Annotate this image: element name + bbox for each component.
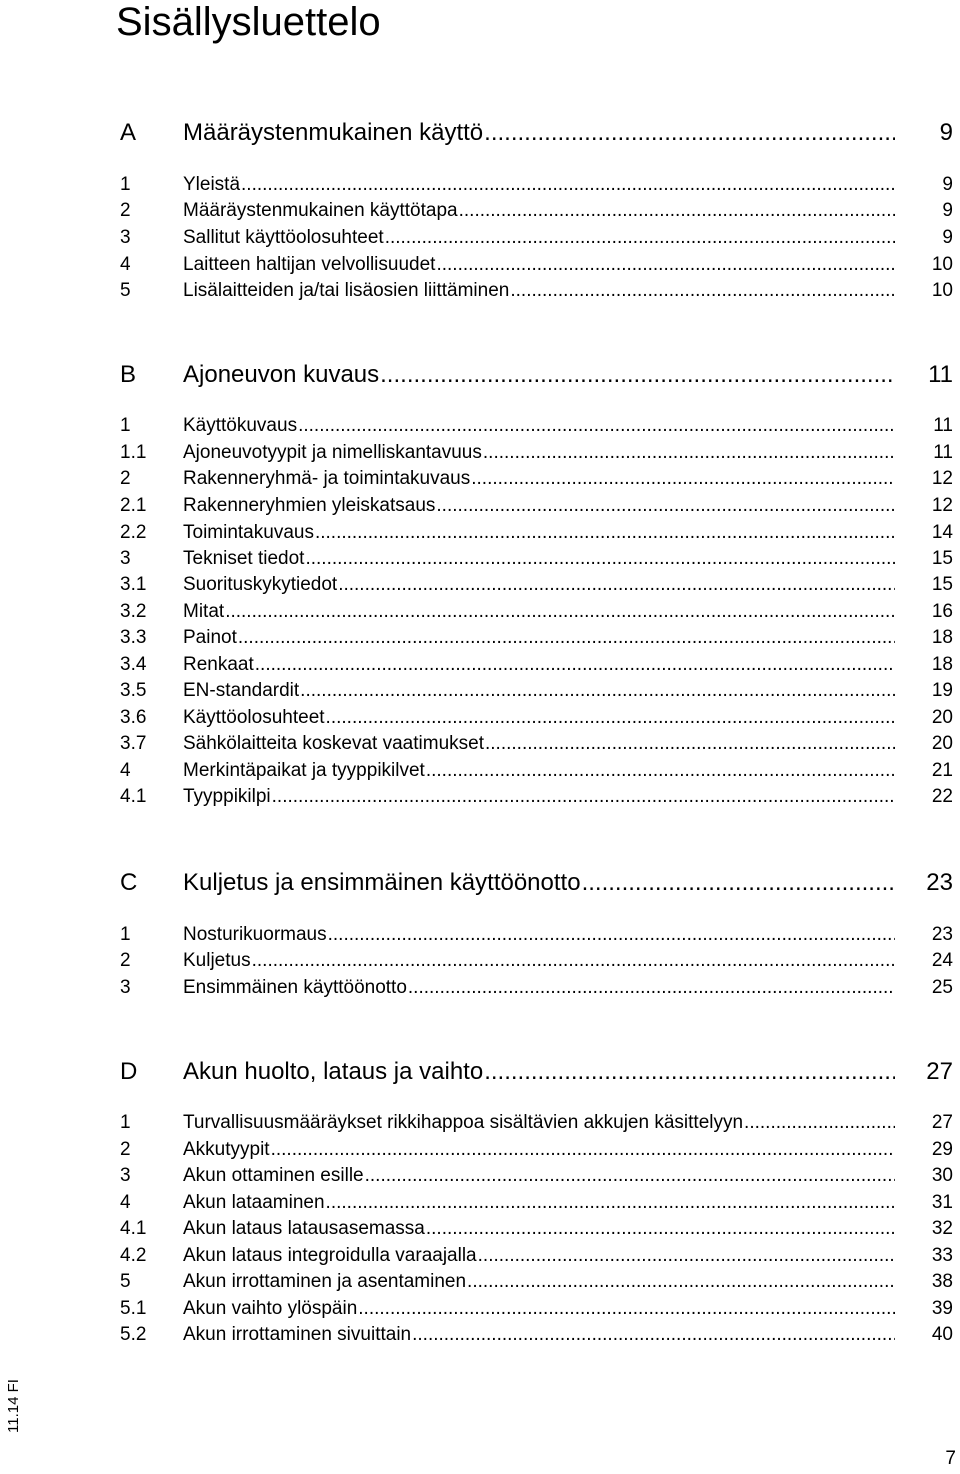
toc-entry-number: 3: [120, 548, 131, 569]
toc-page-number: 9: [942, 174, 953, 195]
toc-page-number: 19: [931, 680, 953, 701]
toc-entry-number: 3.3: [120, 627, 147, 648]
toc-page-number: 9: [942, 227, 953, 248]
dot-leader: [412, 1322, 895, 1348]
toc-entry-number: 5.1: [120, 1298, 147, 1319]
toc-page-number: 30: [931, 1165, 953, 1186]
toc-page-number: 29: [931, 1139, 953, 1160]
dot-leader: [484, 118, 895, 148]
toc-entry-number: 1.1: [120, 442, 147, 463]
toc-entry-title: Tekniset tiedot: [183, 548, 305, 569]
page-title: Sisällysluettelo: [116, 0, 381, 44]
toc-entry[interactable]: [120, 1110, 953, 1136]
toc-page-number: 11: [933, 415, 953, 436]
dot-leader: [328, 922, 895, 948]
toc-entry-title: Painot: [183, 627, 237, 648]
dot-leader: [315, 520, 895, 546]
dot-leader: [744, 1110, 895, 1136]
toc-entry[interactable]: [120, 975, 953, 1001]
toc-entry[interactable]: [120, 1322, 953, 1348]
dot-leader: [271, 1137, 895, 1163]
toc-page-number: 11: [933, 442, 953, 463]
dot-leader: [305, 546, 895, 572]
toc-entry-title: Renkaat: [183, 654, 254, 675]
toc-entry[interactable]: [120, 1269, 953, 1295]
toc-entry-title: Nosturikuormaus: [183, 924, 327, 945]
edition-label: [1, 1375, 27, 1437]
toc-entry-title: Mitat: [183, 601, 225, 622]
toc-section-heading[interactable]: [120, 1057, 953, 1087]
toc-page-number: 10: [931, 254, 953, 275]
toc-entry[interactable]: [120, 172, 953, 198]
dot-leader: [426, 758, 895, 784]
dot-leader: [408, 975, 895, 1001]
toc-entry-title: Ensimmäinen käyttöönotto: [183, 977, 407, 998]
toc-page-number: 38: [931, 1271, 953, 1292]
dot-leader: [459, 198, 895, 224]
toc-entry-number: 1: [120, 1112, 131, 1133]
toc-entry-title: Määräystenmukainen käyttötapa: [183, 200, 458, 221]
toc-section-title: Ajoneuvon kuvaus: [183, 361, 380, 388]
toc-page-number: 18: [931, 654, 953, 675]
dot-leader: [582, 868, 895, 898]
toc-entry[interactable]: [120, 198, 953, 224]
toc-page-number: 23: [926, 869, 953, 896]
toc-entry-title: Yleistä: [183, 174, 241, 195]
dot-leader: [238, 625, 895, 651]
toc-entry[interactable]: [120, 413, 953, 439]
toc-entry-number: 2: [120, 468, 131, 489]
toc-entry-title: Sallitut käyttöolosuhteet: [183, 227, 384, 248]
toc-entry-number: 1: [120, 924, 131, 945]
toc-entry-number: 4.2: [120, 1245, 147, 1266]
page-number: 7: [945, 1448, 956, 1469]
toc-entry-number: 4.1: [120, 786, 147, 807]
dot-leader: [298, 413, 895, 439]
toc-entry-number: 4.1: [120, 1218, 147, 1239]
toc-entry[interactable]: [120, 948, 953, 974]
toc-entry[interactable]: [120, 599, 953, 625]
dot-leader: [385, 225, 895, 251]
toc-section-letter: A: [120, 119, 137, 146]
toc-page-number: 20: [931, 707, 953, 728]
toc-entry-title: Käyttökuvaus: [183, 415, 298, 436]
toc-page-number: 23: [931, 924, 953, 945]
toc-entry-title: Kuljetus: [183, 950, 251, 971]
dot-leader: [300, 678, 895, 704]
toc-page-number: 31: [931, 1192, 953, 1213]
dot-leader: [255, 652, 895, 678]
toc-page-number: 15: [931, 548, 953, 569]
toc-entry-title: Laitteen haltijan velvollisuudet: [183, 254, 436, 275]
toc-entry[interactable]: [120, 1137, 953, 1163]
toc-page-number: 12: [931, 468, 953, 489]
toc-entry-title: Akun lataus latausasemassa: [183, 1218, 425, 1239]
toc-entry-title: EN-standardit: [183, 680, 300, 701]
dot-leader: [272, 784, 895, 810]
dot-leader: [436, 252, 895, 278]
toc-entry-title: Sähkölaitteita koskevat vaatimukset: [183, 733, 484, 754]
toc-page-number: 25: [931, 977, 953, 998]
toc-entry-number: 2.2: [120, 522, 147, 543]
dot-leader: [436, 493, 895, 519]
dot-leader: [478, 1243, 895, 1269]
toc-entry-title: Tyyppikilpi: [183, 786, 271, 807]
toc-entry-number: 2: [120, 200, 131, 221]
toc-page-number: 27: [926, 1058, 953, 1085]
toc-entry-number: 3.2: [120, 601, 147, 622]
dot-leader: [358, 1296, 895, 1322]
toc-page-number: 22: [931, 786, 953, 807]
toc-entry-title: Turvallisuusmääräykset rikkihappoa sisältävien akkujen käsittelyyn: [183, 1112, 744, 1133]
toc-section-heading[interactable]: [120, 118, 953, 148]
toc-page-number: 15: [931, 574, 953, 595]
toc-entry[interactable]: [120, 678, 953, 704]
toc-entry-title: Ajoneuvotyypit ja nimelliskantavuus: [183, 442, 482, 463]
dot-leader: [241, 172, 895, 198]
toc-entry[interactable]: [120, 252, 953, 278]
toc-entry-number: 2.1: [120, 495, 147, 516]
toc-page-number: 14: [931, 522, 953, 543]
toc-entry[interactable]: [120, 225, 953, 251]
toc-page-number: 11: [928, 361, 953, 388]
toc-entry-number: 4: [120, 1192, 131, 1213]
toc-entry-number: 2: [120, 1139, 131, 1160]
toc-entry[interactable]: [120, 1216, 953, 1242]
toc-entry-title: Rakenneryhmä- ja toimintakuvaus: [183, 468, 471, 489]
toc-entry-title: Käyttöolosuhteet: [183, 707, 325, 728]
toc-page-number: 20: [931, 733, 953, 754]
dot-leader: [252, 948, 895, 974]
toc-entry[interactable]: [120, 758, 953, 784]
dot-leader: [510, 278, 895, 304]
toc-page-number: 21: [931, 760, 953, 781]
toc-entry-title: Toimintakuvaus: [183, 522, 314, 543]
edition-text: 11.14 FI: [5, 1379, 22, 1433]
toc-entry-number: 3.5: [120, 680, 147, 701]
toc-entry[interactable]: [120, 705, 953, 731]
toc-entry[interactable]: [120, 784, 953, 810]
toc-page-number: 10: [931, 280, 953, 301]
toc-page-number: 39: [931, 1298, 953, 1319]
toc-page-number: 12: [931, 495, 953, 516]
dot-leader: [485, 731, 895, 757]
toc-entry-number: 3: [120, 1165, 131, 1186]
toc-entry[interactable]: [120, 493, 953, 519]
toc-section-heading[interactable]: [120, 360, 953, 390]
toc-entry-number: 4: [120, 254, 131, 275]
toc-entry-title: Lisälaitteiden ja/tai lisäosien liittäminen: [183, 280, 510, 301]
toc-section-heading[interactable]: [120, 868, 953, 898]
toc-entry-title: Akun vaihto ylöspäin: [183, 1298, 358, 1319]
toc-entry-number: 1: [120, 174, 131, 195]
toc-entry[interactable]: [120, 1163, 953, 1189]
toc-entry-title: Merkintäpaikat ja tyyppikilvet: [183, 760, 425, 781]
toc-section-title: Kuljetus ja ensimmäinen käyttöönotto: [183, 869, 581, 896]
toc-entry[interactable]: [120, 731, 953, 757]
dot-leader: [326, 1190, 895, 1216]
toc-entry[interactable]: [120, 466, 953, 492]
toc-entry-number: 3: [120, 227, 131, 248]
toc-entry-title: Akun irrottaminen sivuittain: [183, 1324, 412, 1345]
toc-section-title: Akun huolto, lataus ja vaihto: [183, 1058, 484, 1085]
dot-leader: [467, 1269, 895, 1295]
toc-entry[interactable]: [120, 1296, 953, 1322]
toc-section-letter: D: [120, 1058, 138, 1085]
toc-page-number: 24: [931, 950, 953, 971]
toc-entry-number: 5.2: [120, 1324, 147, 1345]
toc-entry-number: 3.7: [120, 733, 147, 754]
toc-entry-number: 5: [120, 280, 131, 301]
toc-entry-title: Akun irrottaminen ja asentaminen: [183, 1271, 467, 1292]
toc-entry[interactable]: [120, 922, 953, 948]
toc-section-letter: B: [120, 361, 137, 388]
dot-leader: [483, 440, 895, 466]
toc-entry-number: 5: [120, 1271, 131, 1292]
toc-page-number: 9: [942, 200, 953, 221]
toc-entry[interactable]: [120, 652, 953, 678]
toc-entry[interactable]: [120, 1243, 953, 1269]
toc-entry-number: 3.6: [120, 707, 147, 728]
toc-entry-number: 4: [120, 760, 131, 781]
toc-entry[interactable]: [120, 572, 953, 598]
toc-entry-title: Akun lataus integroidulla varaajalla: [183, 1245, 477, 1266]
toc-entry-number: 2: [120, 950, 131, 971]
dot-leader: [326, 705, 895, 731]
toc-entry[interactable]: [120, 625, 953, 651]
toc-entry-title: Akkutyypit: [183, 1139, 270, 1160]
toc-page-number: 32: [931, 1218, 953, 1239]
toc-entry[interactable]: [120, 278, 953, 304]
dot-leader: [426, 1216, 895, 1242]
toc-entry[interactable]: [120, 440, 953, 466]
toc-entry-number: 3: [120, 977, 131, 998]
dot-leader: [338, 572, 895, 598]
toc-entry-number: 3.4: [120, 654, 147, 675]
toc-page-number: 33: [931, 1245, 953, 1266]
toc-entry-title: Akun lataaminen: [183, 1192, 325, 1213]
toc-page-number: 16: [931, 601, 953, 622]
toc-page-number: 9: [939, 119, 953, 146]
dot-leader: [225, 599, 895, 625]
toc-page-number: 40: [931, 1324, 953, 1345]
dot-leader: [365, 1163, 895, 1189]
toc-entry[interactable]: [120, 546, 953, 572]
toc-page-number: 18: [931, 627, 953, 648]
toc-entry-number: 3.1: [120, 574, 147, 595]
toc-entry-number: 1: [120, 415, 131, 436]
toc-page-number: 27: [931, 1112, 953, 1133]
toc-entry[interactable]: [120, 520, 953, 546]
toc-section-title: Määräystenmukainen käyttö: [183, 119, 484, 146]
toc-entry-title: Rakenneryhmien yleiskatsaus: [183, 495, 436, 516]
dot-leader: [380, 360, 895, 390]
dot-leader: [484, 1057, 895, 1087]
toc-section-letter: C: [120, 869, 138, 896]
toc-entry[interactable]: [120, 1190, 953, 1216]
dot-leader: [471, 466, 895, 492]
toc-entry-title: Suorituskykytiedot: [183, 574, 338, 595]
toc-entry-title: Akun ottaminen esille: [183, 1165, 364, 1186]
